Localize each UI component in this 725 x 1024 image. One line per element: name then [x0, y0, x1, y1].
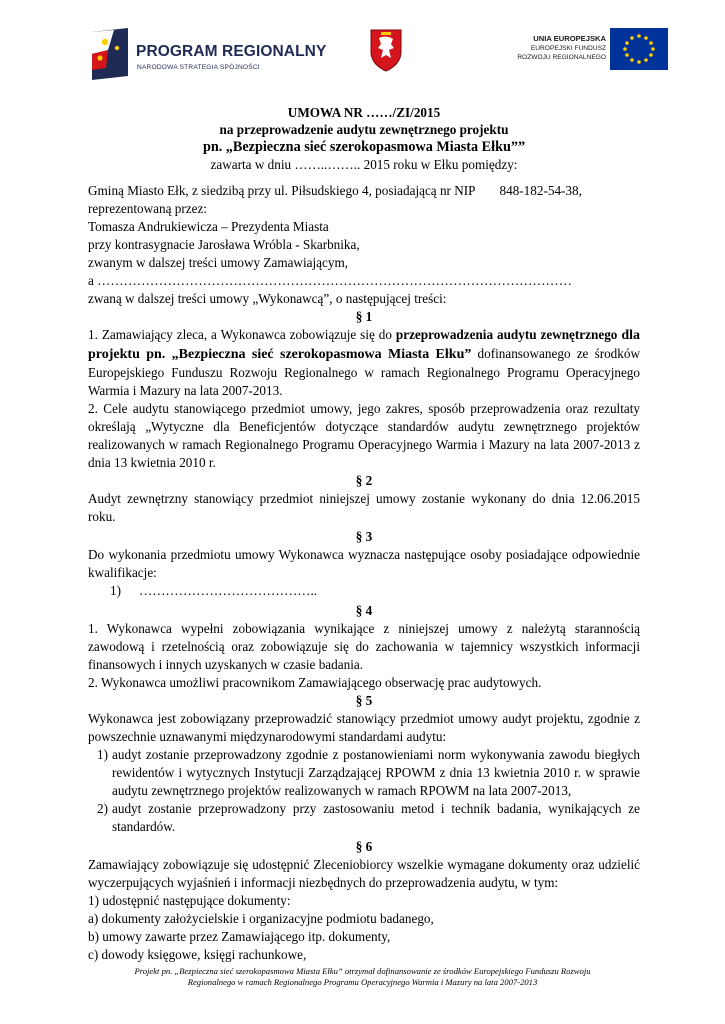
section-6-text: Zamawiający zobowiązuje się udostępnić Zleceniobiorcy wszelkie wymagane dokumenty oraz udzielić wyczerpujących wyjaśnień i informacji niezbędnych do przeprowadzenia audytu, w tym: — [88, 857, 640, 890]
contract-subtitle: na przeprowadzenie audytu zewnętrznego projektu — [219, 122, 509, 137]
s5-item-2-text: audyt zostanie przeprowadzony przy zastosowaniu metod i technik badania, wynikających ze standardów. — [112, 801, 640, 834]
section-1-item-1 — [88, 326, 640, 400]
section-4-item-2: 2. Wykonawca umożliwi pracownikom Zamawiającego obserwację prac audytowych. — [88, 675, 542, 690]
section-3-heading: § 3 — [355, 529, 373, 544]
eu-label-line3: ROZWOJU REGIONALNEGO — [517, 54, 606, 61]
eu-flag-icon — [610, 28, 668, 70]
party-line-1 — [88, 182, 640, 200]
section-2-heading: § 2 — [355, 473, 373, 488]
project-name: pn. „Bezpieczna sieć szerokopasmowa Miasta Ełku”” — [202, 139, 526, 155]
section-4-item-1: 1. Wykonawca wypełni zobowiązania wynikające z niniejszej umowy z należytą starannością zawodową i rzetelnością oraz zobowiązuje się do zachowania w tajemnicy wszystkich informacji finansowych i innych uzyskanych w czasie badania. — [88, 621, 640, 672]
page-footer — [80, 966, 645, 988]
party-line-7: zwaną w dalszej treści umowy „Wykonawcą”, o następującej treści: — [88, 291, 447, 306]
s5-item-1-text: audyt zostanie przeprowadzony zgodnie z postanowieniami norm wykonywania zawodu biegłych rewidentów i wytycznych Instytucji Zarządzającej RPOWM z dnia 13 kwietnia 2010 r. w sprawie audytu zewnętrznego projektów realizowanych w ramach RPOWM na lata 2007-2013, — [112, 747, 640, 798]
section-6-list-1: 1) udostępnić następujące dokumenty: — [88, 893, 291, 908]
s1-i1-post1: dofinansowanego ze — [471, 346, 589, 361]
section-3-text: Do wykonania przedmiotu umowy Wykonawca wyznacza następujące osoby posiadające odpowiednie kwalifikacje: — [88, 547, 640, 580]
party-line-5: zwanym w dalszej treści umowy Zamawiającym, — [88, 255, 348, 270]
section-6-heading: § 6 — [355, 839, 373, 854]
party-line-6: a ……………………………………………………………………………………………… — [88, 273, 572, 288]
contract-body — [88, 104, 640, 964]
s1-i1-pre: 1. Zamawiający zleca, a Wykonawca zobowiązuje się do — [88, 327, 396, 342]
program-regionalny-logo — [92, 28, 327, 82]
section-1-item-2: 2. Cele audytu stanowiącego przedmiot umowy, jego zakres, sposób przeprowadzenia oraz rezultaty określają „Wytyczne dla Beneficjentów dotyczące standardów audytu zewnętrznego projektów realizowanych w ramach Regionalnego Programu Operacyjnego Warmia i Mazury na lata 2007-2013 z dnia 13 kwietnia 2010 r. — [88, 401, 640, 470]
section-4-heading: § 4 — [355, 603, 373, 618]
party-1-text: Gminą Miasto Ełk, z siedzibą przy ul. Piłsudskiego 4, posiadającą nr NIP — [88, 183, 476, 198]
party-line-3: Tomasza Andrukiewicza – Prezydenta Miasta — [88, 219, 329, 234]
s5-item-2-num: 2) — [97, 801, 108, 816]
eu-label-line1: UNIA EUROPEJSKA — [533, 34, 606, 43]
party-1-nip: 848-182-54-38, — [499, 183, 582, 198]
s1-i1-bold1: przeprowadzenia audytu zewnętrznego — [395, 327, 618, 342]
section-5-list-item-1 — [88, 746, 640, 800]
s3-item-num: 1) — [110, 583, 121, 598]
program-subtitle: NARODOWA STRATEGIA SPÓJNOŚCI — [137, 64, 260, 71]
footer-line-1: Projekt pn. „Bezpieczna sieć szerokopasmowa Miasta Ełku” otrzymał dofinansowanie ze środków Europejskiego Funduszu Rozwoju — [134, 966, 591, 976]
s1-i1-post2: środków Europejskiego Funduszu Rozwoju Regionalnego w ramach Regionalnego Programu Operacyjnego Warmia i Mazury na lata 2007-2013. — [88, 346, 640, 398]
s5-item-1-num: 1) — [97, 747, 108, 762]
section-6-list-c: c) dowody księgowe, księgi rachunkowe, — [88, 947, 307, 962]
contract-date-line: zawarta w dniu ……..…….. 2015 roku w Ełku pomiędzy: — [210, 157, 518, 172]
section-5-list-item-2 — [88, 800, 640, 836]
party-line-4: przy kontrasygnacie Jarosława Wróbla - Skarbnika, — [88, 237, 360, 252]
program-title: PROGRAM REGIONALNY — [136, 43, 327, 60]
section-5-heading: § 5 — [355, 693, 373, 708]
s3-item-text: ………………………………….. — [139, 583, 318, 598]
eu-fund-label — [500, 34, 606, 62]
section-1-heading: § 1 — [355, 309, 373, 324]
section-6-list-b: b) umowy zawarte przez Zamawiającego itp. dokumenty, — [88, 929, 391, 944]
warmia-mazury-crest-icon — [369, 28, 403, 72]
section-5-text: Wykonawca jest zobowiązany przeprowadzić stanowiący przedmiot umowy audyt projektu, zgodnie z powszechnie uznawanymi międzynarodowymi standardami audytu: — [88, 711, 640, 744]
section-2-text: Audyt zewnętrzny stanowiący przedmiot niniejszej umowy zostanie wykonany do dnia 12.06.2015 roku. — [88, 491, 640, 524]
eu-label-line2: EUROPEJSKI FUNDUSZ — [530, 45, 606, 52]
s1-i1-bold2: dla projektu pn. „Bezpieczna sieć szerokopasmowa Miasta Ełku” — [88, 328, 640, 362]
footer-line-2: Regionalnego w ramach Regionalnego Programu Operacyjnego Warmia i Mazury na lata 2007-2013 — [187, 977, 538, 987]
party-line-2: reprezentowaną przez: — [88, 201, 207, 216]
program-flag-icon — [92, 28, 128, 80]
section-3-item — [88, 582, 640, 600]
contract-title: UMOWA NR ……/ZI/2015 — [287, 105, 441, 120]
section-6-list-a: a) dokumenty założycielskie i organizacyjne podmiotu badanego, — [88, 911, 434, 926]
